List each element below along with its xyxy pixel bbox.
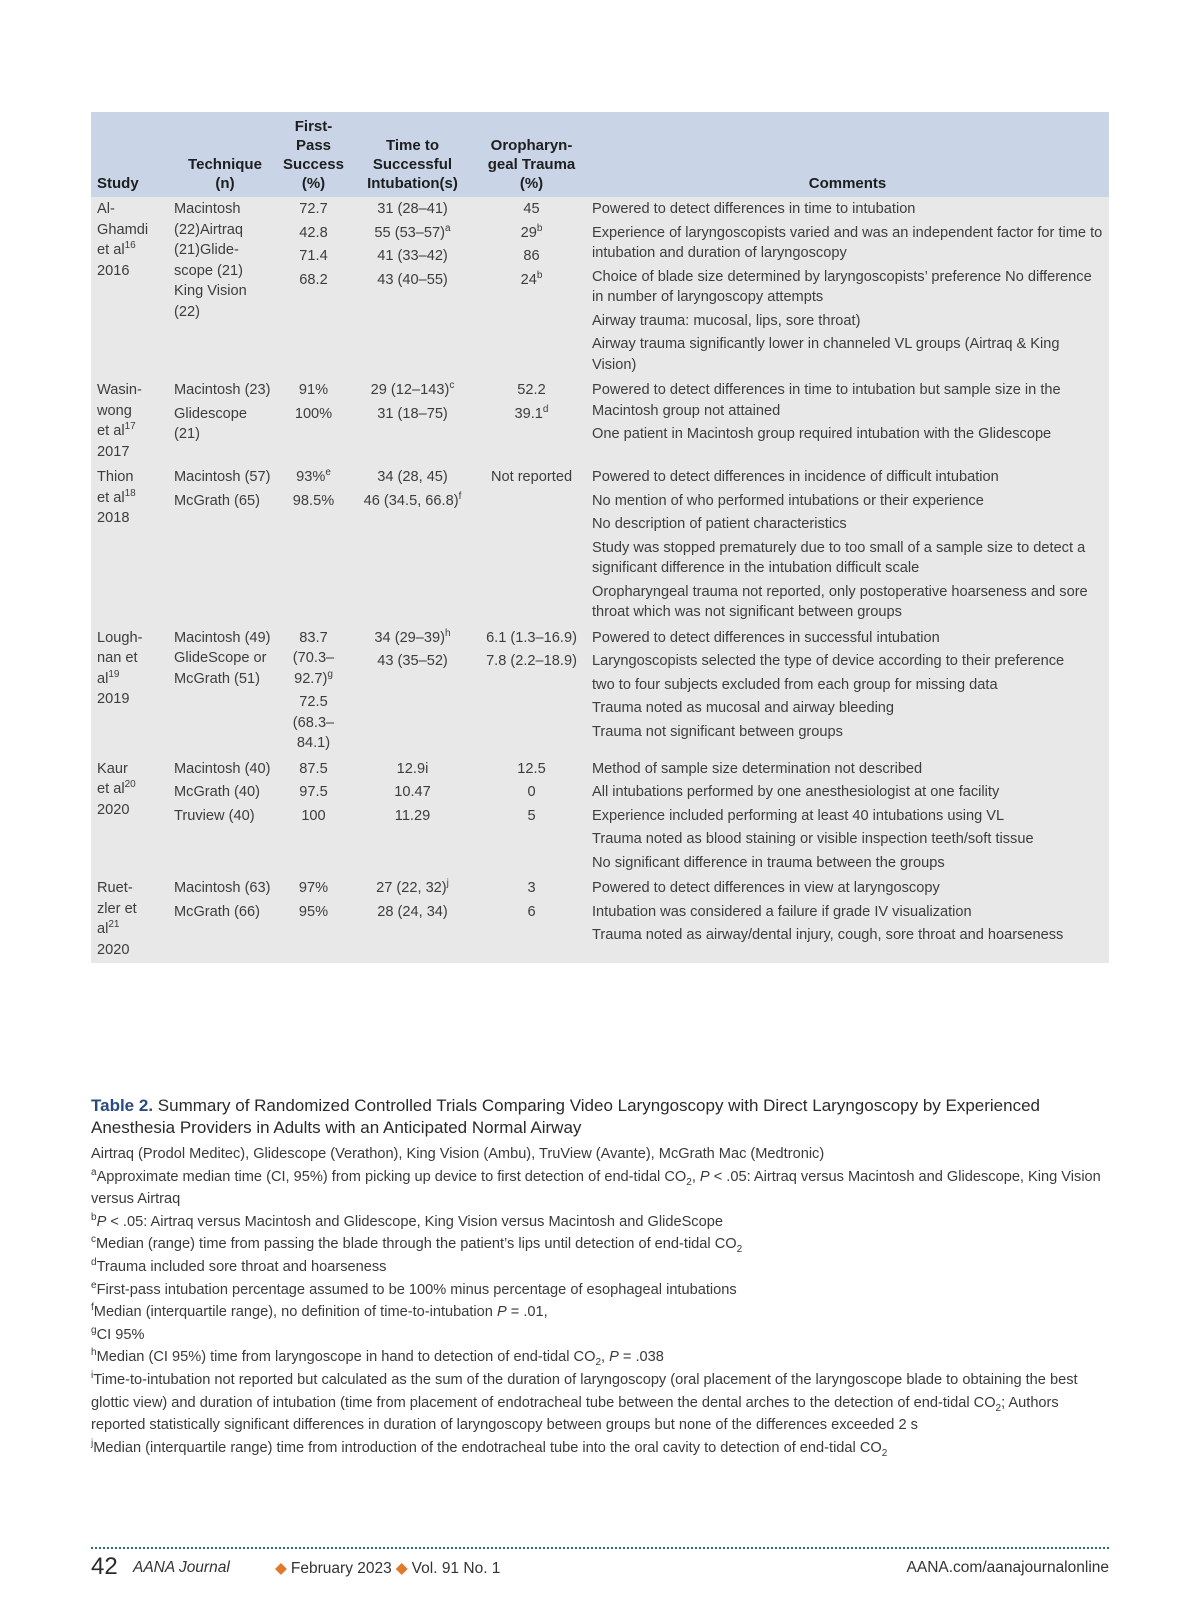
study-line: Al-: [97, 201, 115, 217]
journal-name: AANA Journal: [133, 1559, 230, 1576]
cell-first-pass: [279, 876, 348, 963]
cell-line: 72.5 (68.3–84.1): [292, 694, 335, 751]
study-line: Kaur: [97, 760, 128, 777]
cell-comments: [586, 626, 1109, 757]
cell-line: 91%: [298, 382, 329, 398]
study-line: $al^{19}$: [97, 668, 120, 687]
header-technique: Technique (n): [188, 156, 262, 192]
table-row: [91, 378, 1109, 465]
cell-line: 24$^b$: [520, 269, 543, 288]
study-line: 2020: [97, 801, 130, 818]
caption-label: Table 2.: [91, 1096, 154, 1115]
cell-trauma: [477, 876, 586, 963]
cell-line: 71.4: [299, 248, 328, 264]
footnote-d: $^d$Trauma included sore throat and hoarseness: [91, 1256, 387, 1275]
issue-number: No. 1: [463, 1560, 501, 1577]
cell-line: Macintosh (57): [174, 469, 271, 485]
issue-volume: Vol. 91: [411, 1560, 460, 1577]
cell-line: 97%: [298, 880, 329, 896]
table-row: [91, 626, 1109, 757]
cell-line: Trauma noted as blood staining or visible inspection teeth/soft tissue: [592, 831, 1034, 847]
footnote-f: $^f$Median (interquartile range), no definition of time-to-intubation P = .01,: [91, 1302, 548, 1321]
reference-number: 21: [108, 919, 120, 930]
cell-trauma: [477, 465, 586, 626]
cell-line: 34 (28, 45): [377, 469, 448, 485]
cell-line: McGrath (65): [174, 492, 260, 509]
study-line: $al^{21}$: [97, 919, 120, 937]
cell-line: Glidescope (21): [174, 405, 248, 442]
study-line: Ghamdi: [97, 221, 149, 238]
cell-line: Trauma noted as airway/dental injury, cough, sore throat and hoarseness: [592, 927, 1064, 943]
cell-line: 41 (33–42): [377, 248, 448, 264]
cell-time: [348, 876, 477, 963]
cell-line: 12.9i: [396, 760, 429, 777]
header-comments: Comments: [808, 175, 887, 192]
cell-line: 28 (24, 34): [377, 903, 448, 920]
cell-line: Laryngoscopists selected the type of device according to their preference: [592, 653, 1065, 669]
cell-line: Oropharyngeal trauma not reported, only postoperative hoarseness and sore throat which was not significant between groups: [592, 583, 1088, 620]
cell-line: Intubation was considered a failure if grade IV visualization: [592, 903, 972, 920]
cell-line: Macintosh (22)Airtraq (21)Glide-scope (21) King Vision (22): [174, 201, 247, 320]
cell-line: 39.1$^d$: [514, 403, 549, 422]
cell-time: [348, 757, 477, 877]
cell-line: two to four subjects excluded from each group for missing data: [592, 676, 998, 693]
cell-study: [91, 465, 171, 626]
footnote-e: $^e$First-pass intubation percentage assumed to be 100% minus percentage of esophageal intubations: [91, 1279, 737, 1298]
cell-comments: [586, 876, 1109, 963]
footnote-mark: b: [536, 269, 543, 281]
cell-line: 7.8 (2.2–18.9): [486, 653, 577, 669]
cell-line: Truview (40): [174, 807, 255, 824]
table-row: [91, 465, 1109, 626]
study-line: et $al^{20}$: [97, 779, 136, 797]
diamond-icon: ◆: [275, 1560, 287, 1577]
cell-time: [348, 197, 477, 378]
cell-line: 95%: [298, 903, 329, 920]
header-first-pass: First- Pass Success (%): [283, 118, 344, 192]
footnote-mark: c: [449, 380, 455, 391]
cell-line: 86: [523, 248, 540, 264]
cell-comments: [586, 757, 1109, 877]
study-line: Lough-: [97, 629, 143, 646]
cell-study: [91, 626, 171, 757]
study-line: 2017: [97, 443, 130, 460]
header-time: Time to Successful Intubation(s): [367, 137, 458, 192]
cell-line: 6: [527, 903, 536, 920]
footnote-mark: j: [446, 878, 449, 889]
cell-technique: [171, 626, 279, 757]
cell-line: 29 $(12-143)^c$: [370, 380, 455, 398]
cell-line: 42.8: [299, 224, 328, 241]
cell-study: [91, 876, 171, 963]
cell-line: Trauma not significant between groups: [592, 723, 843, 740]
cell-line: Choice of blade size determined by laryngoscopists’ preference No difference in number of laryngoscopy attempts: [592, 268, 1092, 305]
cell-line: 68.2: [299, 271, 328, 288]
cell-line: McGrath (40): [174, 784, 260, 800]
cell-line: 100: [301, 807, 326, 824]
study-line: et $al^{17}$: [97, 421, 136, 439]
footnote-mark: h: [445, 627, 451, 639]
study-line: et $al^{16}$: [97, 240, 136, 258]
cell-trauma: [477, 197, 586, 378]
cell-line: All intubations performed by one anesthesiologist at one facility: [592, 784, 1000, 800]
cell-study: [91, 378, 171, 465]
cell-line: Airway trauma significantly lower in channeled VL groups (Airtraq & King Vision): [592, 336, 1060, 373]
cell-line: Macintosh (40): [174, 760, 271, 777]
cell-technique: [171, 197, 279, 378]
cell-trauma: [477, 757, 586, 877]
cell-line: 46 (34.5, 66.8)$^f$: [363, 490, 462, 509]
cell-line: Powered to detect differences in successful intubation: [592, 629, 940, 646]
cell-line: No description of patient characteristics: [592, 516, 847, 532]
table-row: [91, 757, 1109, 877]
header-study: Study: [97, 175, 139, 192]
study-line: Ruet-: [97, 880, 133, 896]
reference-number: 19: [108, 668, 120, 680]
footnote-mark: g: [327, 668, 333, 680]
cell-line: 27 (22, 32)$^j$: [376, 878, 449, 896]
cell-line: Trauma noted as mucosal and airway bleeding: [592, 700, 895, 716]
page-footer: [91, 1553, 1109, 1583]
table-footnotes: [91, 1143, 1109, 1459]
study-line: zler et: [97, 900, 137, 917]
footnote-mark: a: [445, 222, 451, 234]
cell-line: Experience included performing at least 40 intubations using VL: [592, 807, 1005, 824]
cell-trauma: [477, 626, 586, 757]
cell-line: No mention of who performed intubations or their experience: [592, 492, 984, 509]
cell-trauma: [477, 378, 586, 465]
cell-line: 6.1 (1.3–16.9): [486, 629, 577, 646]
study-line: Thion: [97, 469, 134, 485]
journal-website[interactable]: AANA.com/aanajournalonline: [906, 1559, 1109, 1576]
cell-line: 5: [527, 807, 536, 824]
footnote-mark: b: [536, 222, 543, 234]
page-number: 42: [91, 1553, 118, 1580]
cell-line: 34 $(29-39)^h$: [374, 627, 451, 646]
cell-line: Powered to detect differences in incidence of difficult intubation: [592, 469, 999, 485]
cell-comments: [586, 465, 1109, 626]
reference-number: 20: [124, 779, 136, 790]
cell-line: Macintosh (63): [174, 880, 271, 896]
study-line: 2018: [97, 510, 130, 526]
cell-study: [91, 757, 171, 877]
reference-number: 17: [124, 421, 136, 432]
cell-line: 72.7: [299, 201, 328, 217]
study-line: 2016: [97, 262, 130, 279]
cell-line: 10.47: [394, 784, 431, 800]
results-table: [91, 112, 1109, 963]
study-line: Wasin-: [97, 382, 142, 398]
cell-line: 87.5: [299, 760, 328, 777]
issue-date: February 2023: [290, 1560, 392, 1577]
study-line: 2020: [97, 941, 130, 958]
cell-line: Macintosh (23): [174, 382, 271, 398]
cell-line: One patient in Macintosh group required intubation with the Glidescope: [592, 426, 1052, 442]
cell-technique: [171, 378, 279, 465]
cell-line: 45: [523, 201, 540, 217]
footnote-devices: Airtraq (Prodol Meditec), Glidescope (Verathon), King Vision (Ambu), TruView (Avante), McGrath Mac (Medtronic): [91, 1146, 825, 1162]
cell-line: Experience of laryngoscopists varied and was an independent factor for time to intubation and duration of laryngoscopy: [592, 224, 1103, 261]
footnote-g: $^g$CI 95%: [91, 1324, 145, 1343]
cell-first-pass: [279, 757, 348, 877]
cell-first-pass: [279, 378, 348, 465]
study-line: et $al^{18}$: [97, 487, 136, 506]
footnote-h: $^h$Median (CI 95%) time from laryngoscope in hand to detection of end-tidal $CO_2$, P = .038: [91, 1347, 664, 1369]
footnote-mark: d: [542, 403, 549, 415]
cell-line: 52.2: [517, 382, 546, 398]
cell-line: 43 (35–52): [377, 653, 448, 669]
cell-line: Airway trauma: mucosal, lips, sore throat): [592, 312, 861, 329]
footnote-b: $^b$P < .05: Airtraq versus Macintosh and Glidescope, King Vision versus Macintosh and GlideScope: [91, 1211, 723, 1230]
cell-time: [348, 626, 477, 757]
reference-number: 18: [124, 487, 136, 499]
cell-comments: [586, 378, 1109, 465]
cell-study: [91, 197, 171, 378]
cell-time: [348, 465, 477, 626]
cell-comments: [586, 197, 1109, 378]
cell-line: Study was stopped prematurely due to too small of a sample size to detect a significant difference in the intubation difficult scale: [592, 539, 1086, 576]
cell-line: Macintosh (49) GlideScope or McGrath (51): [174, 629, 271, 687]
table-header: [91, 112, 1109, 197]
cell-line: 83.7 $(70.3-92.7)^g$: [292, 629, 335, 687]
cell-line: 12.5: [517, 760, 546, 777]
cell-technique: [171, 465, 279, 626]
footnote-a: $^a$Approximate median time (CI, 95%) from picking up device to first detection of end-tidal $CO_2$, P < .05: Airtraq versus Macintosh and Glidescope, King Vision versus Airtraq: [91, 1166, 1101, 1208]
cell-line: McGrath (66): [174, 903, 260, 920]
table-caption: [91, 1095, 1109, 1139]
cell-line: 31 (28–41): [377, 201, 448, 217]
cell-first-pass: [279, 626, 348, 757]
cell-line: 3: [527, 880, 536, 896]
cell-line: Powered to detect differences in view at laryngoscopy: [592, 880, 940, 896]
cell-line: Method of sample size determination not described: [592, 760, 923, 777]
cell-line: 100%: [294, 405, 333, 422]
footnote-mark: e: [325, 467, 331, 478]
footer-divider: [91, 1547, 1109, 1549]
cell-line: 0: [527, 784, 536, 800]
cell-line: 98.5%: [292, 492, 335, 509]
study-line: nan et: [97, 650, 138, 666]
cell-line: No significant difference in trauma between the groups: [592, 854, 945, 871]
cell-line: 97.5: [299, 784, 328, 800]
header-trauma: Oropharyn- geal Trauma (%): [487, 137, 576, 192]
cell-technique: [171, 757, 279, 877]
table-body: [91, 197, 1109, 963]
cell-line: 11.29: [394, 807, 431, 824]
table-row: [91, 197, 1109, 378]
reference-number: 16: [124, 240, 136, 251]
footnote-mark: f: [458, 490, 462, 502]
footnote-c: $^c$Median (range) time from passing the blade through the patient’s lips until detection of end-tidal $CO_2$: [91, 1234, 743, 1256]
caption-text: Summary of Randomized Controlled Trials Comparing Video Laryngoscopy with Direct Laryngoscopy by Experienced Anesthesia Providers in Adults with an Anticipated Normal Airway: [91, 1096, 1041, 1137]
cell-line: Not reported: [490, 469, 573, 485]
cell-line: 43 (40–55): [377, 271, 448, 288]
cell-first-pass: [279, 197, 348, 378]
table-row: [91, 876, 1109, 963]
footnote-j: $^j$Median (interquartile range) time from introduction of the endotracheal tube into the oral cavity to detection of end-tidal $CO_2$: [91, 1437, 888, 1459]
cell-time: [348, 378, 477, 465]
issue-info: [271, 1559, 500, 1578]
cell-technique: [171, 876, 279, 963]
cell-line: 55 $(53-57)^a$: [374, 222, 451, 241]
study-line: wong: [97, 402, 132, 419]
cell-line: Powered to detect differences in time to intubation but sample size in the Macintosh group not attained: [592, 382, 1061, 419]
footnote-i: $^i$Time-to-intubation not reported but calculated as the sum of the duration of laryngoscopy (oral placement of the laryngoscope blade to obtaining the best glottic view) and duration of intubation (time from placement of endotracheal tube between the dental arches to the detection of end-tidal $CO_2$; Authors reported statistically significant differences in duration of laryngoscopy between groups but none of the differences exceeded 2 s: [91, 1369, 1078, 1434]
cell-line: 31 (18–75): [377, 405, 448, 422]
cell-line: 93%$^e$: [296, 467, 331, 485]
study-line: 2019: [97, 691, 130, 707]
cell-first-pass: [279, 465, 348, 626]
cell-line: Powered to detect differences in time to intubation: [592, 201, 916, 217]
cell-line: 29$^b$: [520, 222, 543, 241]
diamond-icon: ◆: [395, 1560, 408, 1577]
